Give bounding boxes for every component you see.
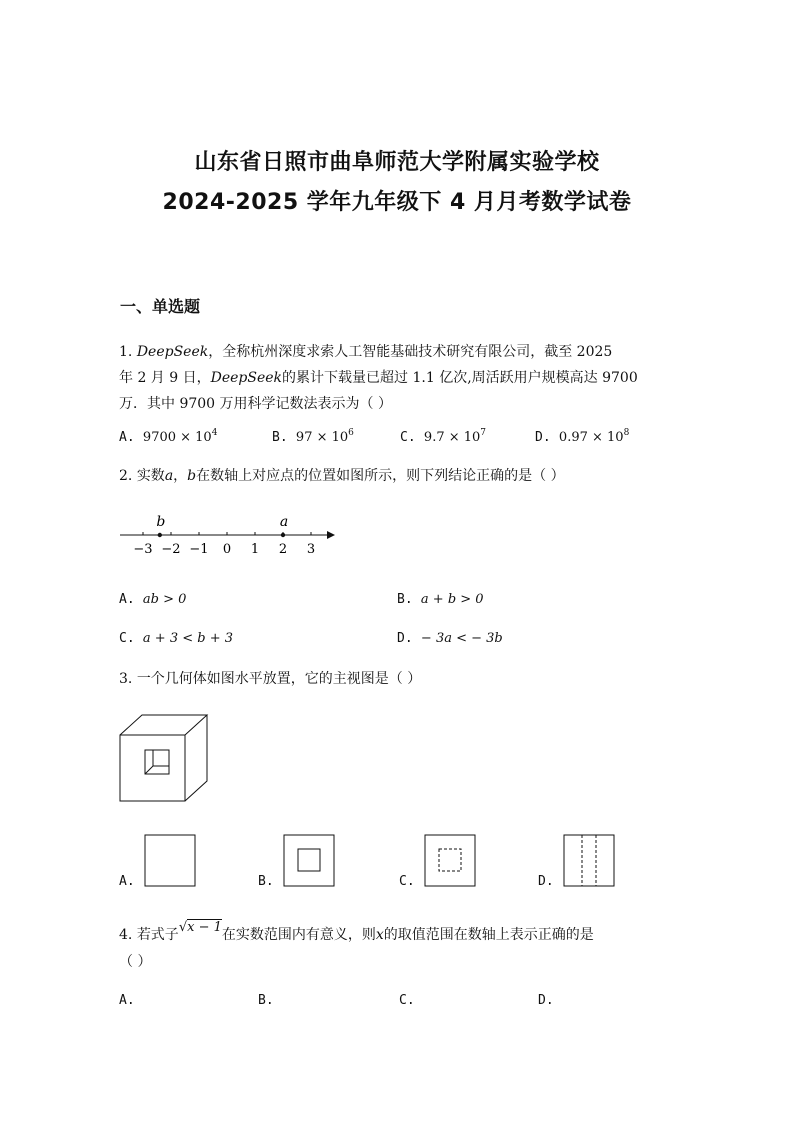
q1-line-3 bbox=[119, 391, 679, 417]
q2-var-b: b bbox=[187, 468, 197, 484]
option-label: B. bbox=[258, 874, 274, 889]
point-b-label: b bbox=[156, 514, 166, 530]
question-1 bbox=[119, 339, 679, 417]
q1-text-b: 年 2 月 9 日， bbox=[119, 370, 211, 386]
q3-text: 一个几何体如图水平放置，它的主视图是（ ） bbox=[136, 671, 422, 687]
option-value: 0.97 × 10 bbox=[558, 430, 624, 445]
q4-text-d: （ ） bbox=[119, 954, 152, 970]
q1-line-2 bbox=[119, 365, 679, 391]
q1-text-a: ，全称杭州深度求索人工智能基础技术研究有限公司，截至 2025 bbox=[208, 344, 613, 360]
sqrt-radicand: x − 1 bbox=[187, 920, 222, 935]
q2-text-b: 在数轴上对应点的位置如图所示，则下列结论正确的是（ ） bbox=[196, 468, 565, 484]
cube-top-face bbox=[120, 715, 207, 735]
cube-front-face bbox=[120, 735, 185, 801]
sqrt-expression: √x − 1 bbox=[178, 920, 222, 935]
inner-square-dashed bbox=[439, 849, 461, 871]
axis-points bbox=[156, 514, 288, 537]
q4-text-c: 的取值范围在数轴上表示正确的是 bbox=[383, 927, 594, 943]
q1-option-c[interactable] bbox=[400, 428, 486, 445]
q2-option-a[interactable] bbox=[119, 592, 186, 607]
square-outline bbox=[145, 835, 195, 886]
exam-title-line2: 2024-2025 学年九年级下 4 月月考数学试卷 bbox=[162, 190, 632, 215]
option-label: D. bbox=[535, 430, 551, 445]
option-label: B. bbox=[258, 993, 274, 1008]
question-2 bbox=[119, 463, 679, 489]
option-exponent: 6 bbox=[348, 428, 354, 438]
axis-tick-label: 1 bbox=[250, 542, 260, 557]
option-label: C. bbox=[400, 430, 416, 445]
point-b-dot bbox=[158, 533, 162, 537]
q3-option-b-figure bbox=[283, 834, 336, 888]
q3-option-c[interactable] bbox=[399, 874, 415, 889]
axis-tick-label: 2 bbox=[278, 542, 288, 557]
q1-text-c: 的累计下载量已超过 1.1 亿次,周活跃用户规模高达 9700 bbox=[282, 370, 638, 386]
q4-option-a[interactable] bbox=[119, 993, 135, 1008]
q4-option-b[interactable] bbox=[258, 993, 274, 1008]
question-3 bbox=[119, 666, 679, 692]
axis-tick-label: 3 bbox=[306, 542, 316, 557]
option-expr: ab > 0 bbox=[142, 592, 187, 607]
q4-text-b: 在实数范围内有意义，则 bbox=[221, 927, 376, 943]
option-label: D. bbox=[538, 874, 554, 889]
q3-option-b[interactable] bbox=[258, 874, 274, 889]
section-heading: 一、单选题 bbox=[120, 297, 201, 316]
option-exponent: 4 bbox=[211, 428, 218, 438]
option-label: A. bbox=[119, 874, 135, 889]
hole-edge bbox=[145, 766, 153, 774]
q2-number: 2. bbox=[119, 468, 133, 484]
q1-brand: DeepSeek bbox=[136, 344, 209, 360]
point-a-dot bbox=[281, 533, 285, 537]
q4-option-c[interactable] bbox=[399, 993, 415, 1008]
option-exponent: 7 bbox=[480, 428, 487, 438]
option-expr: a + 3 < b + 3 bbox=[142, 631, 234, 646]
option-label: A. bbox=[119, 430, 135, 445]
question-4 bbox=[119, 922, 679, 975]
option-label: B. bbox=[272, 430, 288, 445]
q3-number: 3. bbox=[119, 671, 133, 687]
q3-option-d-figure bbox=[563, 834, 616, 888]
axis-tick-label: −1 bbox=[189, 542, 209, 557]
q4-var-x: x bbox=[375, 927, 384, 943]
q4-line-1 bbox=[119, 922, 679, 949]
q2-comma: ， bbox=[173, 468, 188, 484]
inner-square-solid bbox=[298, 849, 320, 871]
square-outline bbox=[284, 835, 334, 886]
q3-option-c-figure bbox=[424, 834, 477, 888]
option-expr: − 3a < − 3b bbox=[420, 631, 503, 646]
axis-tick-label: −2 bbox=[161, 542, 181, 557]
q2-number-line bbox=[115, 510, 345, 560]
square-outline bbox=[425, 835, 475, 886]
q1-option-a[interactable] bbox=[119, 428, 217, 445]
q2-var-a: a bbox=[164, 468, 174, 484]
q1-line-1 bbox=[119, 339, 679, 365]
q2-text-a: 实数 bbox=[136, 468, 165, 484]
option-value: 9.7 × 10 bbox=[423, 430, 481, 445]
option-label: A. bbox=[119, 993, 135, 1008]
q4-line-2 bbox=[119, 949, 679, 975]
option-label: A. bbox=[119, 592, 135, 607]
q4-number: 4. bbox=[119, 927, 133, 943]
q4-text-a: 若式子 bbox=[136, 927, 179, 943]
cube-side-face bbox=[185, 715, 207, 801]
q1-text-d: 万．其中 9700 万用科学记数法表示为（ ） bbox=[119, 396, 392, 412]
option-label: B. bbox=[397, 592, 413, 607]
option-exponent: 8 bbox=[623, 428, 630, 438]
option-label: C. bbox=[399, 993, 415, 1008]
q4-option-d[interactable] bbox=[538, 993, 554, 1008]
axis-arrow bbox=[327, 531, 335, 539]
q3-option-a-figure bbox=[144, 834, 197, 888]
axis-tick-label: 0 bbox=[222, 542, 232, 557]
option-value: 97 × 10 bbox=[295, 430, 349, 445]
option-label: D. bbox=[397, 631, 413, 646]
option-label: C. bbox=[119, 631, 135, 646]
square-outline bbox=[564, 835, 614, 886]
q1-option-b[interactable] bbox=[272, 428, 354, 445]
hole-back bbox=[153, 750, 169, 766]
q2-option-c[interactable] bbox=[119, 631, 233, 646]
q2-option-b[interactable] bbox=[397, 592, 484, 607]
axis-tick-label: −3 bbox=[133, 542, 153, 557]
option-value: 9700 × 10 bbox=[142, 430, 212, 445]
q3-option-a[interactable] bbox=[119, 874, 135, 889]
option-label: D. bbox=[538, 993, 554, 1008]
point-a-label: a bbox=[279, 514, 289, 530]
q1-option-d[interactable] bbox=[535, 428, 629, 445]
q2-option-d[interactable] bbox=[397, 631, 503, 646]
option-expr: a + b > 0 bbox=[420, 592, 484, 607]
q1-number: 1. bbox=[119, 344, 133, 360]
q3-solid-figure bbox=[118, 713, 213, 805]
q1-brand-2: DeepSeek bbox=[210, 370, 283, 386]
exam-title-line1: 山东省日照市曲阜师范大学附属实验学校 bbox=[194, 150, 600, 175]
option-label: C. bbox=[399, 874, 415, 889]
q3-option-d[interactable] bbox=[538, 874, 554, 889]
